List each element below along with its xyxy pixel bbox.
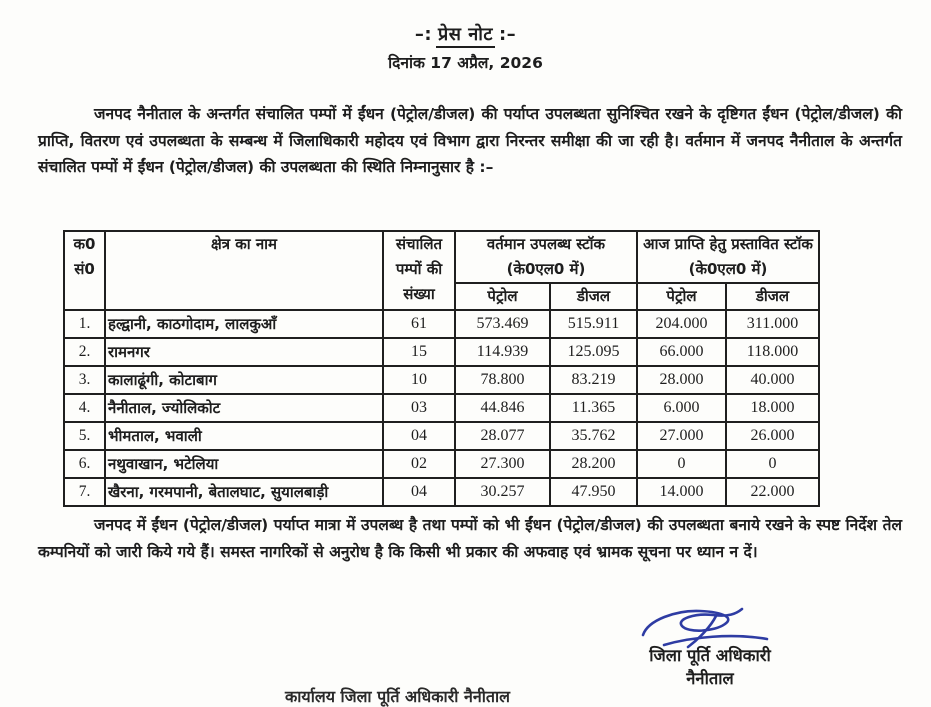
cell-cur-petrol: 78.800	[455, 366, 550, 394]
cell-sn: 4.	[64, 394, 105, 422]
page-title	[0, 22, 931, 46]
signature-designation: जिला पूर्ति अधिकारी	[649, 646, 771, 665]
cell-pumps: 03	[383, 394, 455, 422]
table-row	[64, 394, 819, 422]
cell-area: हल्द्वानी, काठगोदाम, लालकुआँ	[105, 310, 383, 338]
cell-area: कालाढूंगी, कोटाबाग	[105, 366, 383, 394]
date-line: दिनांक 17 अप्रैल, 2026	[388, 54, 543, 72]
cell-cur-diesel: 35.762	[550, 422, 637, 450]
document-header	[0, 22, 931, 73]
table-row	[64, 450, 819, 478]
cell-cur-diesel: 83.219	[550, 366, 637, 394]
header-current-petrol: पेट्रोल	[455, 283, 550, 310]
cell-sn: 6.	[64, 450, 105, 478]
closing-paragraph: जनपद में ईंधन (पेट्रोल/डीजल) पर्याप्त मात्रा में उपलब्ध है तथा पम्पों को भी ईंधन (पेट्रोल/डीजल) की उपलब्धता बनाये रखने के स्पष्ट निर्देश तेल कम्पनियों को जारी किये गये हैं। समस्त नागरिकों से अनुरोध है कि किसी भी प्रकार की अफवाह एवं भ्रामक सूचना पर ध्यान न दें।	[38, 516, 902, 561]
table-row	[64, 338, 819, 366]
cell-prop-diesel: 0	[726, 450, 819, 478]
title-suffix: :–	[498, 24, 517, 45]
cell-prop-diesel: 18.000	[726, 394, 819, 422]
cell-cur-diesel: 47.950	[550, 478, 637, 506]
header-area: क्षेत्र का नाम	[105, 231, 383, 310]
cell-prop-diesel: 118.000	[726, 338, 819, 366]
fuel-stock-table	[63, 230, 820, 507]
cell-prop-petrol: 66.000	[637, 338, 726, 366]
table-row	[64, 366, 819, 394]
cell-pumps: 04	[383, 422, 455, 450]
cell-area: नैनीताल, ज्योलिकोट	[105, 394, 383, 422]
intro-paragraph: जनपद नैनीताल के अन्तर्गत संचालित पम्पों में ईंधन (पेट्रोल/डीजल) की पर्याप्त उपलब्धता सुनिश्चित रखने के दृष्टिगत ईंधन (पेट्रोल/डीजल) की प्राप्ति, वितरण एवं उपलब्धता के सम्बन्ध में जिलाधिकारी महोदय एवं विभाग द्वारा निरन्तर समीक्षा की जा रही है। वर्तमान में जनपद नैनीताल के अन्तर्गत संचालित पम्पों में ईंधन (पेट्रोल/डीजल) की उपलब्धता की स्थिति निम्नानुसार है :–	[38, 105, 902, 176]
cell-prop-petrol: 28.000	[637, 366, 726, 394]
cell-cur-petrol: 27.300	[455, 450, 550, 478]
cell-sn: 2.	[64, 338, 105, 366]
cell-cur-diesel: 11.365	[550, 394, 637, 422]
cell-cur-diesel: 28.200	[550, 450, 637, 478]
footer-clipped-line: कार्यालय जिला पूर्ति अधिकारी नैनीताल	[285, 687, 510, 706]
title-prefix: –:	[414, 24, 433, 45]
cell-prop-diesel: 311.000	[726, 310, 819, 338]
cell-area: नथुवाखान, भटेलिया	[105, 450, 383, 478]
cell-sn: 1.	[64, 310, 105, 338]
header-current-stock-group: वर्तमान उपलब्ध स्टॉक (के0एल0 में)	[455, 231, 637, 283]
header-pumps: संचालित पम्पों की संख्या	[383, 231, 455, 310]
header-proposed-petrol: पेट्रोल	[637, 283, 726, 310]
header-current-diesel: डीजल	[550, 283, 637, 310]
cell-prop-diesel: 40.000	[726, 366, 819, 394]
cell-cur-diesel: 515.911	[550, 310, 637, 338]
cell-prop-petrol: 204.000	[637, 310, 726, 338]
cell-prop-diesel: 22.000	[726, 478, 819, 506]
cell-prop-petrol: 27.000	[637, 422, 726, 450]
cell-prop-petrol: 14.000	[637, 478, 726, 506]
cell-prop-petrol: 6.000	[637, 394, 726, 422]
cell-cur-petrol: 44.846	[455, 394, 550, 422]
cell-cur-petrol: 30.257	[455, 478, 550, 506]
signature-block	[610, 644, 810, 690]
cell-sn: 3.	[64, 366, 105, 394]
cell-area: रामनगर	[105, 338, 383, 366]
header-serial: क0 सं0	[64, 231, 105, 310]
cell-prop-petrol: 0	[637, 450, 726, 478]
cell-pumps: 15	[383, 338, 455, 366]
header-proposed-diesel: डीजल	[726, 283, 819, 310]
cell-cur-petrol: 28.077	[455, 422, 550, 450]
cell-pumps: 02	[383, 450, 455, 478]
cell-area: खैरना, गरमपानी, बेतालघाट, सुयालबाड़ी	[105, 478, 383, 506]
header-proposed-stock-group: आज प्राप्ति हेतु प्रस्तावित स्टॉक (के0एल0 में)	[637, 231, 819, 283]
cell-cur-petrol: 114.939	[455, 338, 550, 366]
cell-pumps: 10	[383, 366, 455, 394]
table-row	[64, 478, 819, 506]
cell-cur-petrol: 573.469	[455, 310, 550, 338]
cell-pumps: 04	[383, 478, 455, 506]
table-header-row-group	[64, 231, 819, 283]
cell-pumps: 61	[383, 310, 455, 338]
title-main-underlined: प्रेस नोट	[436, 24, 495, 48]
cell-sn: 7.	[64, 478, 105, 506]
table-row	[64, 310, 819, 338]
cell-cur-diesel: 125.095	[550, 338, 637, 366]
cell-sn: 5.	[64, 422, 105, 450]
cell-prop-diesel: 26.000	[726, 422, 819, 450]
table-row	[64, 422, 819, 450]
cell-area: भीमताल, भवाली	[105, 422, 383, 450]
signature-place: नैनीताल	[686, 669, 734, 688]
